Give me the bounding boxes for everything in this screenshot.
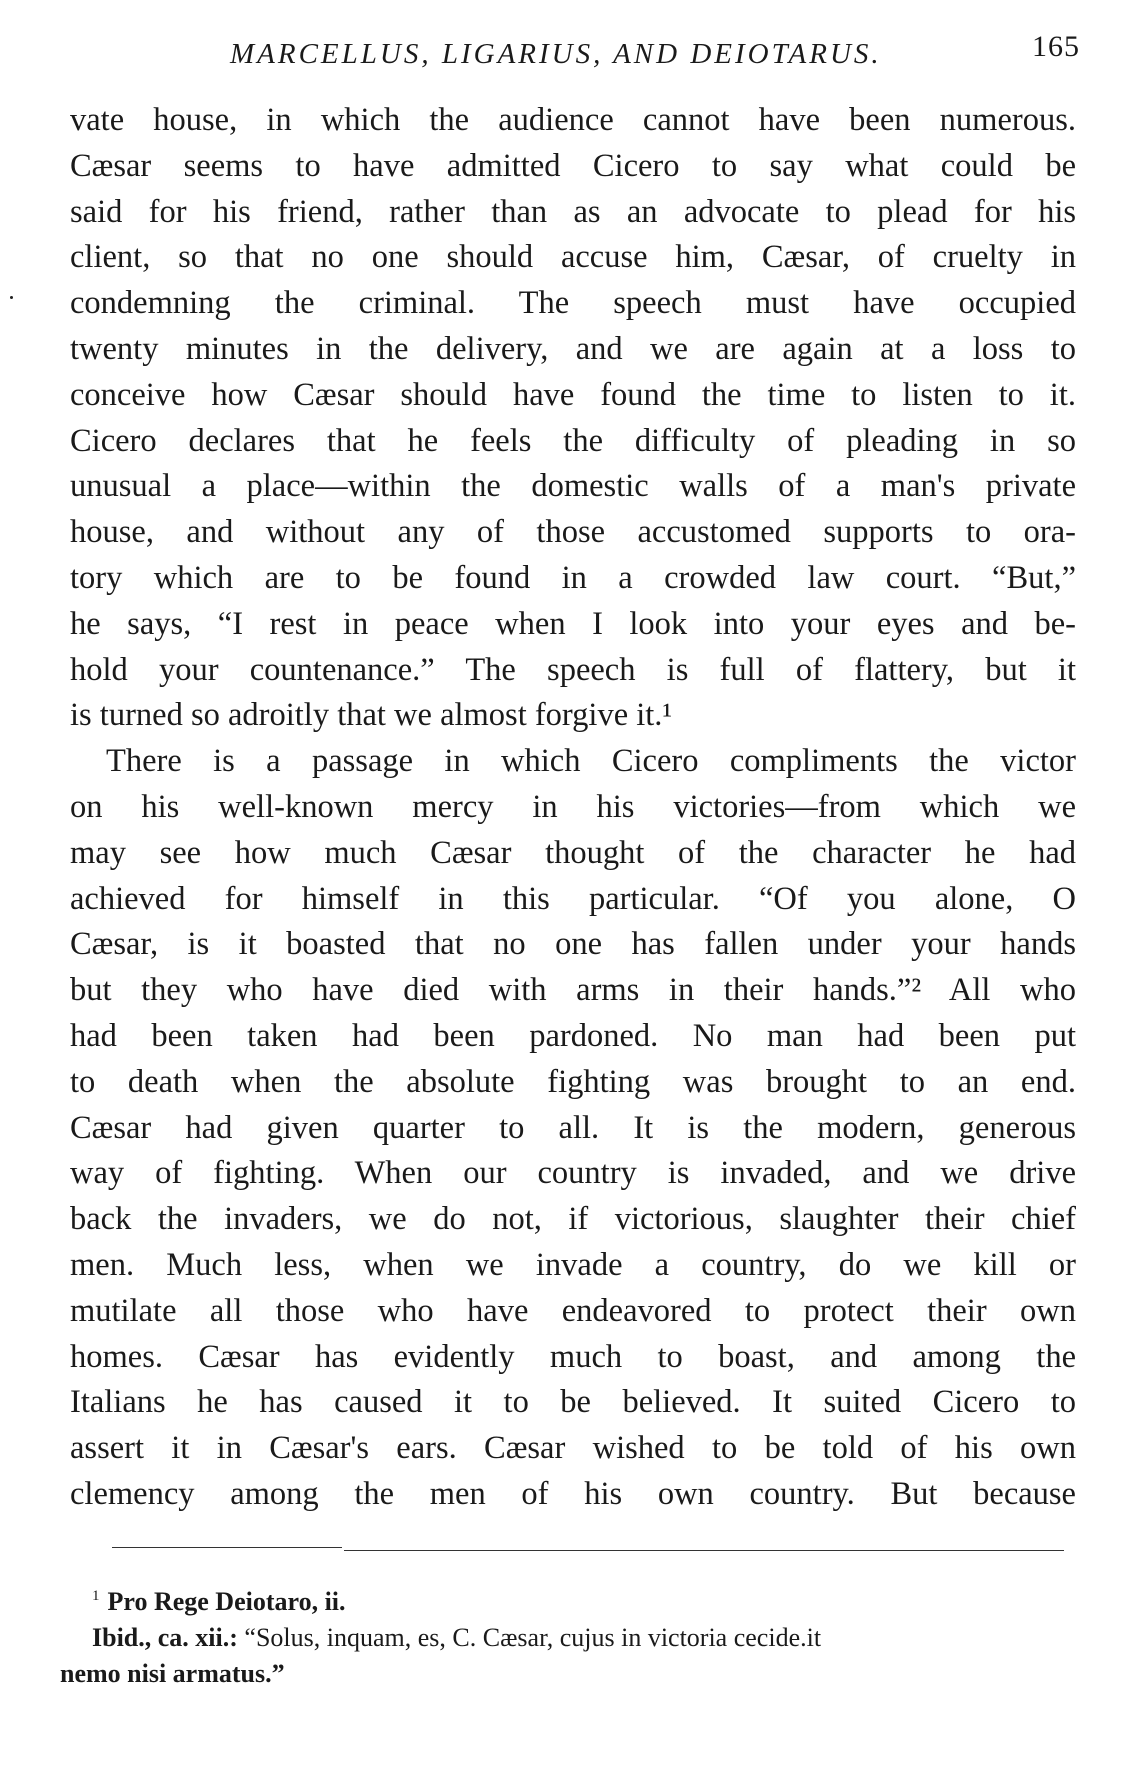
text-line: client, so that no one should accuse him, Cæsar, of cruelty in [70, 239, 1076, 276]
text-line: assert it in Cæsar's ears. Cæsar wished to be told of his own [70, 1430, 1076, 1467]
text-line: conceive how Cæsar should have found the time to listen to it. [70, 376, 1076, 413]
text-line: is turned so adroitly that we almost forgive it.¹ [70, 697, 673, 734]
footnote-source: Ibid., ca. xii.: [92, 1623, 238, 1652]
stray-ink-mark [10, 296, 13, 299]
page-number: 165 [1032, 30, 1080, 63]
text-line: Cicero declares that he feels the difficulty of pleading in so [70, 422, 1076, 459]
text-line: unusual a place—within the domestic walls of a man's private [70, 468, 1076, 505]
text-line: on his well-known mercy in his victories—from which we [70, 788, 1076, 825]
text-line: Italians he has caused it to be believed. It suited Cicero to [70, 1384, 1076, 1421]
text-line: clemency among the men of his own country. But because [70, 1475, 1076, 1512]
text-line: way of fighting. When our country is invaded, and we drive [70, 1155, 1076, 1192]
text-line: vate house, in which the audience cannot have been numerous. [70, 102, 1076, 138]
footnotes [60, 1578, 1080, 1692]
text-line: Cæsar had given quarter to all. It is the modern, generous [70, 1109, 1076, 1146]
text-line: but they who have died with arms in their hands.”² All who [70, 972, 1076, 1009]
text-line: he says, “I rest in peace when I look into your eyes and be- [70, 605, 1076, 642]
footnote-2-continuation [60, 1656, 1080, 1692]
text-line: house, and without any of those accustomed supports to ora- [70, 514, 1076, 551]
footnote-marker: 1 [92, 1588, 100, 1604]
text-line: hold your countenance.” The speech is full of flattery, but it [70, 651, 1076, 688]
footnote-2 [60, 1620, 1080, 1656]
text-line: Cæsar, is it boasted that no one has fallen under your hands [70, 926, 1076, 963]
text-line: twenty minutes in the delivery, and we are again at a loss to [70, 330, 1076, 367]
running-head [70, 28, 1080, 80]
text-line: to death when the absolute fighting was brought to an end. [70, 1063, 1076, 1100]
text-line: tory which are to be found in a crowded law court. “But,” [70, 559, 1076, 596]
footnote-text: Pro Rege Deiotaro, ii. [107, 1587, 346, 1616]
text-line: homes. Cæsar has evidently much to boast, and among the [70, 1338, 1076, 1375]
footnote-1 [60, 1578, 1080, 1620]
text-line: mutilate all those who have endeavored to protect their own [70, 1292, 1076, 1329]
body-text [70, 98, 1076, 1518]
footnote-quote-end: nemo nisi armatus.” [60, 1659, 285, 1688]
text-line: achieved for himself in this particular. “Of you alone, O [70, 880, 1076, 917]
text-line-paragraph-start: There is a passage in which Cicero compliments the victor [106, 743, 1076, 780]
text-line: men. Much less, when we invade a country, do we kill or [70, 1246, 1076, 1283]
text-line: Cæsar seems to have admitted Cicero to say what could be [70, 147, 1076, 184]
running-title: MARCELLUS, LIGARIUS, AND DEIOTARUS. [230, 38, 882, 70]
text-line: back the invaders, we do not, if victorious, slaughter their chief [70, 1201, 1076, 1238]
text-line: had been taken had been pardoned. No man had been put [70, 1017, 1076, 1054]
footnote-quote: “Solus, inquam, es, C. Cæsar, cujus in victoria cecide.it [244, 1623, 822, 1652]
text-line: may see how much Cæsar thought of the character he had [70, 834, 1076, 871]
footnote-rule-short [112, 1547, 342, 1548]
footnote-rule-long [344, 1550, 1064, 1551]
text-line: condemning the criminal. The speech must have occupied [70, 285, 1076, 322]
text-line: said for his friend, rather than as an advocate to plead for his [70, 193, 1076, 230]
